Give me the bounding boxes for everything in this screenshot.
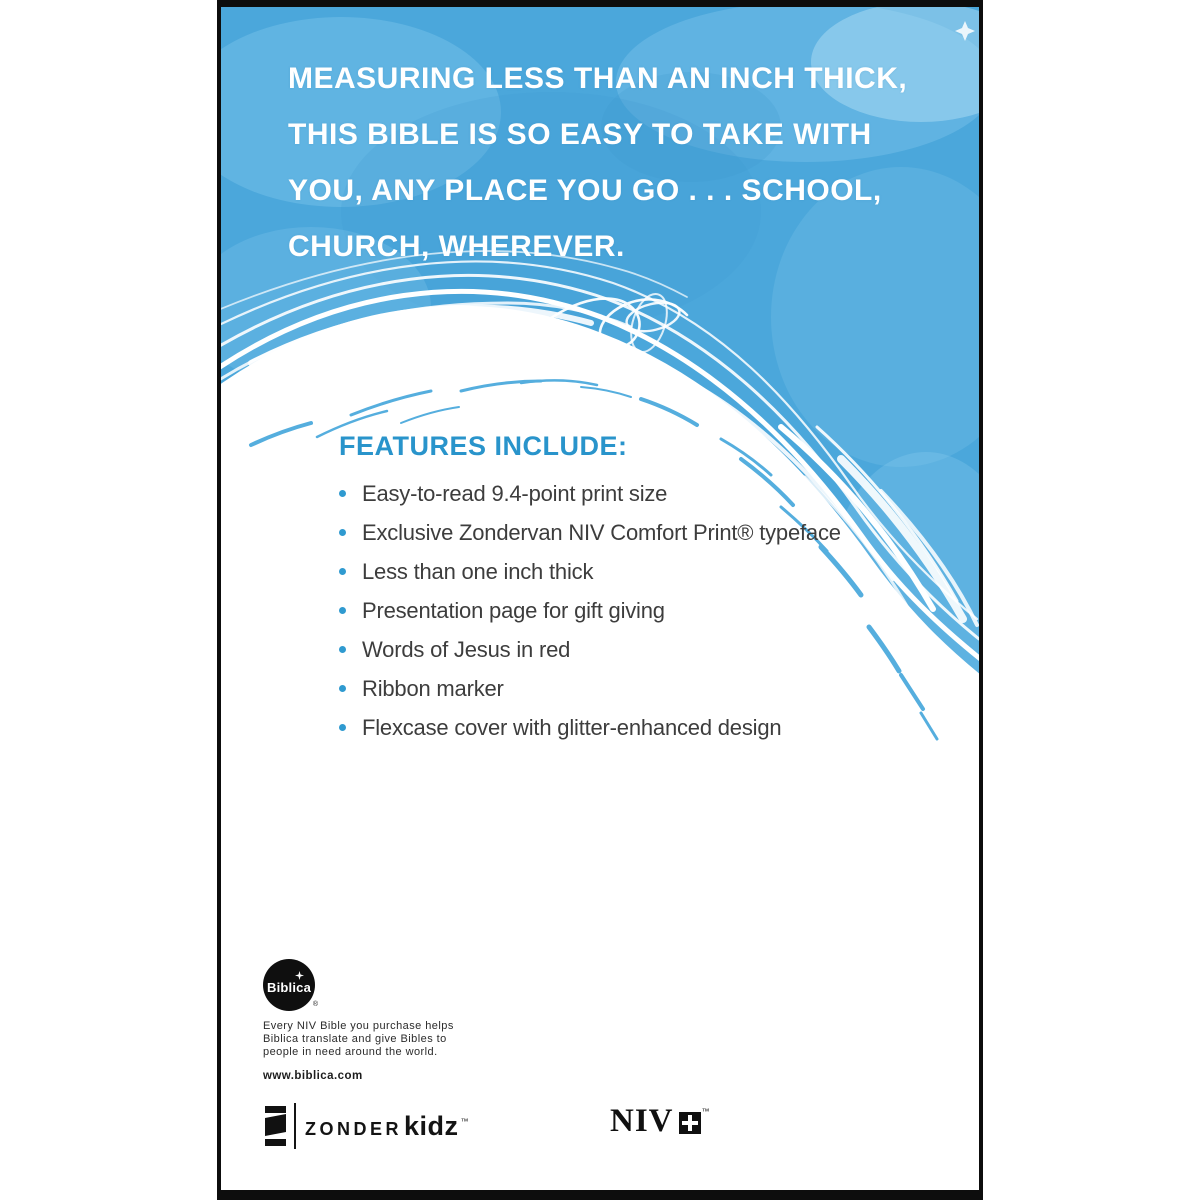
blurb-line: people in need around the world. xyxy=(263,1046,438,1058)
biblica-blurb xyxy=(263,1020,563,1059)
biblica-logo-text: Biblica xyxy=(266,979,312,995)
niv-wordmark: NIV xyxy=(610,1103,674,1139)
headline-line: THIS BIBLE IS SO EASY TO TAKE WITH xyxy=(288,118,872,151)
headline-line: CHURCH, WHEREVER. xyxy=(288,230,625,263)
feature-item xyxy=(339,552,939,591)
trademark-mark: ™ xyxy=(701,1107,710,1116)
biblica-website: www.biblica.com xyxy=(263,1070,363,1082)
niv-cross-icon xyxy=(679,1112,701,1134)
feature-text: Presentation page for gift giving xyxy=(362,597,665,623)
blurb-line: Biblica translate and give Bibles to xyxy=(263,1033,447,1045)
feature-text: Less than one inch thick xyxy=(362,558,594,584)
biblica-logo xyxy=(263,959,318,1011)
bullet-icon xyxy=(339,490,346,497)
features-heading: FEATURES INCLUDE: xyxy=(339,431,628,461)
publisher-logos-row xyxy=(265,1103,925,1153)
bullet-icon xyxy=(339,724,346,731)
biblica-sparkle-icon xyxy=(295,971,304,980)
registered-mark: ® xyxy=(312,1001,318,1008)
headline xyxy=(288,51,948,275)
trademark-mark: ™ xyxy=(460,1116,469,1126)
cover-inner xyxy=(221,7,979,1190)
logo-divider xyxy=(294,1103,296,1149)
zonderkidz-wordmark xyxy=(305,1111,469,1142)
feature-item xyxy=(339,513,939,552)
feature-text: Words of Jesus in red xyxy=(362,636,571,662)
blurb-line: Every NIV Bible you purchase helps xyxy=(263,1020,454,1032)
bible-back-cover xyxy=(217,0,983,1200)
zonderkidz-logo-icon xyxy=(265,1106,286,1146)
zonder-text: ZONDER xyxy=(305,1118,402,1139)
feature-text: Exclusive Zondervan NIV Comfort Print® typeface xyxy=(362,519,841,545)
feature-item xyxy=(339,591,939,630)
bullet-icon xyxy=(339,607,346,614)
headline-line: MEASURING LESS THAN AN INCH THICK, xyxy=(288,62,908,95)
kidz-text: kidz xyxy=(404,1110,459,1141)
feature-text: Flexcase cover with glitter-enhanced design xyxy=(362,714,782,740)
feature-item xyxy=(339,708,939,747)
bullet-icon xyxy=(339,529,346,536)
feature-text: Ribbon marker xyxy=(362,675,504,701)
feature-text: Easy-to-read 9.4-point print size xyxy=(362,480,668,506)
bullet-icon xyxy=(339,685,346,692)
headline-line: YOU, ANY PLACE YOU GO . . . SCHOOL, xyxy=(288,174,882,207)
bullet-icon xyxy=(339,646,346,653)
features-list xyxy=(339,474,939,747)
niv-logo xyxy=(610,1105,710,1138)
biblica-section xyxy=(263,959,563,1082)
zonderkidz-logo xyxy=(265,1103,469,1149)
feature-item xyxy=(339,474,939,513)
feature-item xyxy=(339,669,939,708)
features-section xyxy=(339,431,939,747)
bullet-icon xyxy=(339,568,346,575)
feature-item xyxy=(339,630,939,669)
